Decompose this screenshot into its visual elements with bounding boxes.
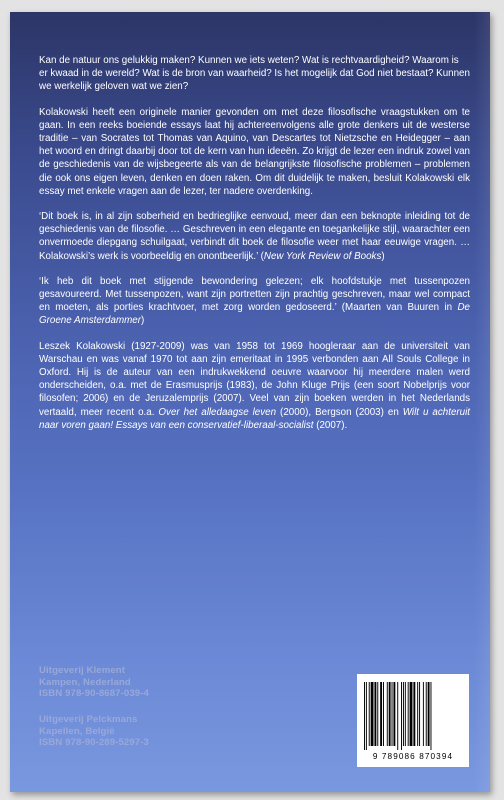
publisher-place: Kampen, Nederland: [39, 676, 131, 688]
publisher-isbn: ISBN 978-90-8687-039-4: [39, 688, 149, 700]
book-title: Over het alledaagse leven: [158, 406, 277, 418]
book-back-cover: [10, 12, 490, 792]
author-biography: [39, 340, 470, 432]
barcode-bar: [366, 682, 367, 750]
bio-text: Leszek Kolakowski (1927-2009) was van 1958 tot 1969 hoogleraar aan de universiteit van Warschau en was vanaf 1970 tot aan zijn emeritaat in 1995 verbonden aan All Souls College in Oxford. Hij is de auteur van een indrukwekkend oeuvre waarvoor hij meerdere malen werd onderscheiden, o.a. met de Erasmusprijs (1983), de John Kluge Prijs (een soort Nobelprijs voor filosofen; 2006) en de Jeruzalemprijs (2007). Veel van zijn boeken werden in het Nederlands vertaald, meer recent o.a.: [39, 340, 470, 418]
barcode-label: [357, 674, 469, 767]
review-close: ): [381, 250, 385, 262]
description-paragraph: Kolakowski heeft een originele manier gevonden om met deze filosofische vraagstukken om te gaan. In een reeks boeiende essays laat hij achtereenvolgens alle grote denkers uit de westerse traditie – van Socrates tot Thomas van Aquino, van Descartes tot Nietzsche en Heidegger – aan het woord en dringt daarbij door tot de kern van hun ideeën. Zo krijgt de lezer een indruk zowel van de geschiedenis van de wijsbegeerte als van de belangrijkste filosofische problemen – problemen die ook ons eigen leven, denken en doen raken. Om dit duidelijk te maken, besluit Kolakowski elk essay met enkele vragen aan de lezer, ter nadere overdenking.: [39, 106, 470, 197]
barcode-bar: [374, 682, 376, 746]
barcode-bar: [397, 682, 398, 750]
barcode-bar: [377, 682, 378, 746]
barcode-bar: [371, 682, 374, 746]
barcode-bar: [431, 682, 432, 750]
publisher-block-klement: [39, 665, 149, 700]
review-source: De Groene Amsterdammer: [39, 302, 470, 327]
publisher-place: Kapellen, België: [39, 725, 115, 737]
barcode-bar: [428, 682, 430, 746]
book-title: Wilt u achteruit naar voren gaan! Essays van een conservatief-liberaal-socialist: [39, 406, 471, 431]
barcode-bar: [417, 682, 418, 746]
publisher-name: Uitgeverij Klement: [39, 665, 126, 676]
barcode-bar: [408, 682, 409, 746]
barcode-icon: [363, 682, 463, 750]
barcode-bar: [387, 682, 388, 746]
review-close: ): [141, 315, 145, 327]
blurb-text: [39, 54, 470, 444]
barcode-bar: [419, 682, 420, 746]
barcode-bar: [413, 682, 415, 746]
barcode-number: 9 789086 870394: [372, 752, 454, 761]
barcode-bar: [369, 682, 370, 746]
review-source: New York Review of Books: [263, 250, 382, 262]
barcode-bar: [383, 682, 384, 746]
barcode-bar: [423, 682, 424, 746]
barcode-bar: [380, 682, 382, 746]
barcode-bar: [403, 682, 404, 746]
barcode-bar: [392, 682, 393, 746]
publisher-name: Uitgeverij Pelckmans: [39, 714, 138, 725]
barcode-bar: [410, 682, 413, 746]
barcode-bar: [405, 682, 406, 746]
review-quote-text: ‘Ik heb dit boek met stijgende bewondering gelezen; elk hoofdstukje met tussenpozen gesavoureerd. Met tussenpozen, want zijn portretten zijn prachtig geschreven, maar wel compact en moeten, als porties krachtvoer, met zorg worden gedoseerd.’ (Maarten van Buuren in: [39, 275, 470, 314]
intro-questions: Kan de natuur ons gelukkig maken? Kunnen we iets weten? Wat is rechtvaardigheid? Waarom is er kwaad in de wereld? Wat is de bron van waarheid? Is het mogelijk dat God niet bestaat? Kunnen we werkelijk geloven wat we zien?: [39, 55, 470, 93]
review-quote-nyrb: [39, 210, 470, 263]
bio-text: (2007).: [313, 419, 348, 431]
barcode-bar: [389, 682, 391, 746]
barcode-bar: [426, 682, 427, 746]
review-quote-text: ‘Dit boek is, in al zijn soberheid en bedrieglijke eenvoud, meer dan een beknopte inleiding tot de geschiedenis van de filosofie. … Geschreven in een elegante en toegankelijke stijl, waarachter een onvermoede diepgang schuilgaat, verbindt dit boek de filosofie weer met haar eeuwige vragen. … Kolakowski’s werk is voorbeeldig en onontbeerlijk.’ (: [39, 211, 470, 262]
barcode-bar: [364, 682, 365, 750]
bio-text: (2000), Bergson (2003) en: [276, 406, 403, 418]
review-quote-groene: [39, 275, 470, 328]
publisher-block-pelckmans: [39, 714, 149, 749]
barcode-bar: [401, 682, 402, 750]
barcode-bar: [393, 682, 395, 746]
publisher-isbn: ISBN 978-90-289-5297-3: [39, 737, 149, 749]
